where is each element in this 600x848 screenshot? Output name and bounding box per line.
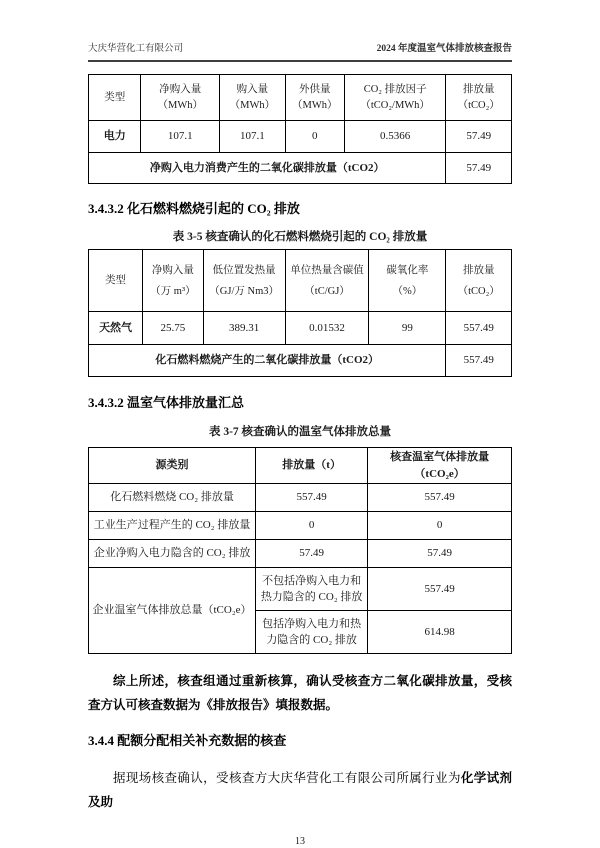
company-name: 大庆华营化工有限公司 <box>88 44 184 54</box>
cell-value: 557.49 <box>446 312 512 345</box>
table-caption-3-5: 表 3-5 核查确认的化石燃料燃烧引起的 CO₂ 排放量 <box>172 231 428 243</box>
cell-value: 0 <box>285 121 344 153</box>
table-row <box>89 512 512 540</box>
header-cell-emission: 排放量（t） <box>256 448 368 484</box>
cell-emission: 57.49 <box>256 540 368 568</box>
header-cell-emission: 排放量 （tCO₂） <box>446 75 512 121</box>
table-caption-3-7: 表 3-7 核查确认的温室气体排放总量 <box>208 426 392 438</box>
header-cell-type: 类型 <box>89 75 141 121</box>
page-number: 13 <box>295 836 305 847</box>
total-value: 57.49 <box>446 153 512 184</box>
header-cell-calorific-value: 低位置发热量 （GJ/万 Nm3） <box>203 250 285 312</box>
allowance-paragraph-emphasis: 化学试剂及助 <box>88 771 512 809</box>
report-title: 2024 年度温室气体排放核查报告 <box>376 44 512 54</box>
header-cell-source-category: 源类别 <box>89 448 256 484</box>
section-heading-ghg-summary: 3.4.3.2 温室气体排放量汇总 <box>88 395 245 410</box>
allowance-paragraph <box>88 766 512 814</box>
table-total-row <box>89 153 512 184</box>
header-cell-exported: 外供量 （MWh） <box>285 75 344 121</box>
table-header-row <box>89 75 512 121</box>
section-heading-fossil-fuel: 3.4.3.2 化石燃料燃烧引起的 CO₂ 排放 <box>88 201 300 216</box>
cell-value: 107.1 <box>220 121 286 153</box>
fossil-fuel-emission-table <box>88 249 512 377</box>
cell-verified: 557.49 <box>368 484 512 512</box>
header-cell-purchased: 购入量 （MWh） <box>220 75 286 121</box>
cell-energy-type: 电力 <box>89 121 141 153</box>
total-label: 净购入电力消费产生的二氧化碳排放量（tCO2） <box>89 153 446 184</box>
cell-value: 57.49 <box>446 121 512 153</box>
header-cell-emission-factor: CO₂ 排放因子 （tCO₂/MWh） <box>344 75 446 121</box>
cell-verified: 57.49 <box>368 540 512 568</box>
cell-verified: 0 <box>368 512 512 540</box>
header-cell-verified-emission: 核查温室气体排放量（tCO₂e） <box>368 448 512 484</box>
table-row <box>89 312 512 345</box>
table-row <box>89 121 512 153</box>
cell-source-label: 工业生产过程产生的 CO₂ 排放量 <box>89 512 256 540</box>
header-cell-net-purchased: 净购入量 （MWh） <box>141 75 220 121</box>
cell-total-label: 企业温室气体排放总量（tCO₂e） <box>89 568 256 654</box>
ghg-summary-table <box>88 447 512 654</box>
cell-scope-excluding: 不包括净购入电力和热力隐含的 CO₂ 排放 <box>256 568 368 611</box>
cell-total-value: 557.49 <box>368 568 512 611</box>
header-cell-oxidation-rate: 碳氧化率 （%） <box>369 250 446 312</box>
cell-value: 25.75 <box>143 312 203 345</box>
conclusion-paragraph: 综上所述，核查组通过重新核算，确认受核查方二氧化碳排放量，受核查方认可核查数据为《排放报告》填报数据。 <box>88 674 512 712</box>
electricity-emission-table <box>88 74 512 184</box>
cell-scope-including: 包括净购入电力和热力隐含的 CO₂ 排放 <box>256 611 368 654</box>
cell-value: 389.31 <box>203 312 285 345</box>
cell-value: 0.01532 <box>285 312 369 345</box>
header-cell-net-purchased: 净购入量 （万 m³） <box>143 250 203 312</box>
section-heading-allowance: 3.4.4 配额分配相关补充数据的核查 <box>88 733 287 748</box>
table-total-row <box>89 345 512 377</box>
running-header <box>88 40 512 62</box>
cell-energy-type: 天然气 <box>89 312 143 345</box>
table-row <box>89 484 512 512</box>
total-label: 化石燃料燃烧产生的二氧化碳排放量（tCO2） <box>89 345 446 377</box>
cell-source-label: 化石燃料燃烧 CO₂ 排放量 <box>89 484 256 512</box>
allowance-paragraph-text: 据现场核查确认，受核查方大庆华营化工有限公司所属行业为 <box>113 771 461 785</box>
table-header-row <box>89 448 512 484</box>
table-header-row <box>89 250 512 312</box>
cell-emission: 0 <box>256 512 368 540</box>
cell-emission: 557.49 <box>256 484 368 512</box>
cell-source-label: 企业净购入电力隐含的 CO₂ 排放 <box>89 540 256 568</box>
cell-value: 107.1 <box>141 121 220 153</box>
header-cell-type: 类型 <box>89 250 143 312</box>
table-row <box>89 540 512 568</box>
cell-value: 99 <box>369 312 446 345</box>
header-cell-carbon-content: 单位热量含碳值 （tC/GJ） <box>285 250 369 312</box>
cell-total-value: 614.98 <box>368 611 512 654</box>
cell-value: 0.5366 <box>344 121 446 153</box>
header-cell-emission: 排放量 （tCO₂） <box>446 250 512 312</box>
total-value: 557.49 <box>446 345 512 377</box>
table-total-row <box>89 568 512 611</box>
